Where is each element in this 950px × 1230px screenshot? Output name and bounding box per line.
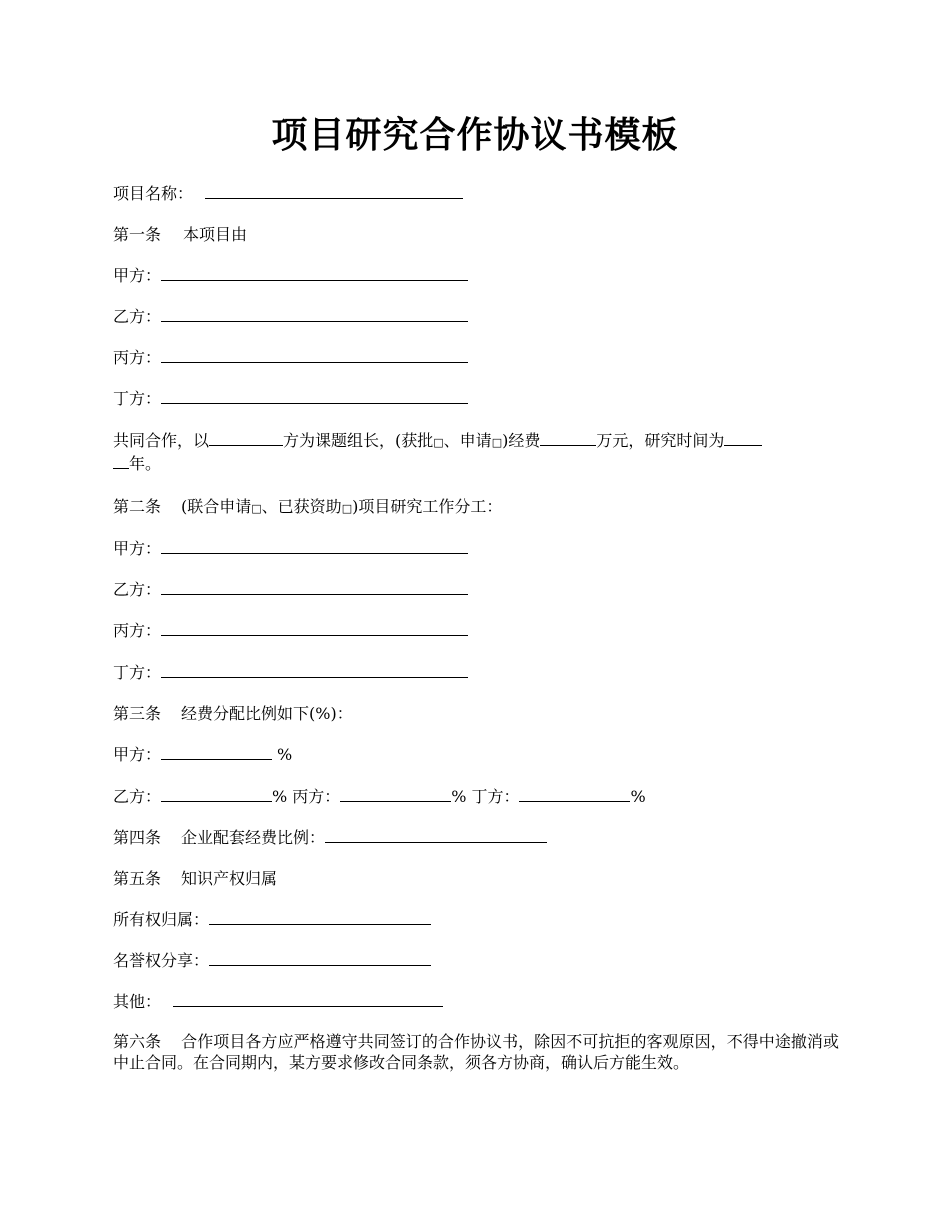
party-b-label: 乙方： [113,307,162,326]
ratio-party-d-blank[interactable] [519,786,630,802]
ownership-line [113,909,839,930]
joint-text-4: )经费 [502,431,541,450]
article-5 [113,868,839,889]
article-4-label: 第四条 [113,828,162,847]
article-6 [113,1031,839,1073]
joint-text-3: 、申请 [443,431,492,450]
other-label: 其他： [113,992,162,1011]
division-party-a-line [113,538,839,559]
article-5-label: 第五条 [113,869,162,888]
party-c-line [113,347,839,368]
ownership-label: 所有权归属： [113,910,210,929]
joint-text-2: 方为课题组长，(获批 [283,431,434,450]
ratio-party-b-percent: % [272,787,288,806]
duration-blank-part2[interactable] [113,453,129,469]
article-1 [113,224,839,245]
party-b-line [113,306,839,327]
article-1-text: 本项目由 [183,225,248,244]
honor-line [113,950,839,971]
party-d-blank[interactable] [161,388,468,404]
ratio-party-b-label: 乙方： [113,787,162,806]
article-3-text: 经费分配比例如下(%)： [181,704,353,723]
division-party-b-line [113,579,839,600]
ratio-party-a-line [113,744,839,765]
article-6-text: 合作项目各方应严格遵守共同签订的合作协议书，除因不可抗拒的客观原因，不得中途撤消或中止合同。在合同期内，某方要求修改合同条款，须各方协商，确认后方能生效。 [113,1032,839,1072]
joint-text-6: 年。 [129,454,162,473]
other-blank[interactable] [173,991,443,1007]
article-3-label: 第三条 [113,704,162,723]
joint-apply-checkbox[interactable]: □ [251,502,262,515]
division-party-b-label: 乙方： [113,580,162,599]
other-line [113,991,839,1012]
ratio-party-a-blank[interactable] [161,744,272,760]
division-party-c-line [113,620,839,641]
ratio-party-c-blank[interactable] [340,786,451,802]
division-party-c-label: 丙方： [113,621,162,640]
ratio-party-b-blank[interactable] [161,786,272,802]
ratio-party-c-percent: % [451,787,467,806]
division-party-c-blank[interactable] [161,620,468,636]
project-name-blank[interactable] [205,183,463,199]
approved-checkbox[interactable]: □ [433,436,444,449]
party-b-blank[interactable] [161,306,468,322]
division-party-b-blank[interactable] [161,579,468,595]
honor-label: 名誉权分享： [113,951,210,970]
ownership-blank[interactable] [209,909,431,925]
article-2-text-1: (联合申请 [181,497,252,516]
project-name-label: 项目名称： [113,184,194,203]
article-4 [113,827,839,848]
group-leader-blank[interactable] [209,430,283,446]
party-c-label: 丙方： [113,348,162,367]
division-party-d-label: 丁方： [113,663,162,682]
party-a-blank[interactable] [161,265,468,281]
applying-checkbox[interactable]: □ [491,436,503,449]
article-6-label: 第六条 [113,1032,162,1051]
joint-text-1: 共同合作，以 [113,431,210,450]
joint-text-5: 万元，研究时间为 [596,431,725,450]
article-3 [113,703,839,724]
article-1-label: 第一条 [113,225,162,244]
article-5-text: 知识产权归属 [181,869,278,888]
party-d-label: 丁方： [113,389,162,408]
party-d-line [113,388,839,409]
honor-blank[interactable] [209,950,431,966]
joint-cooperation-line [113,430,839,453]
division-party-a-label: 甲方： [113,539,162,558]
article-2 [113,496,839,519]
joint-cooperation-line-2 [113,453,839,474]
ratio-party-a-label: 甲方： [113,745,162,764]
document-title: 项目研究合作协议书模板 [271,115,679,156]
division-party-d-line [113,662,839,683]
ratio-party-d-percent: % [630,787,646,806]
article-4-text: 企业配套经费比例： [181,828,326,847]
ratio-party-d-label: 丁方： [471,787,520,806]
article-2-label: 第二条 [113,497,162,516]
funding-blank[interactable] [540,430,596,446]
project-name-line [113,183,839,204]
ratio-party-c-label: 丙方： [292,787,341,806]
article-2-text-2: 、已获资助 [261,497,342,516]
matching-funds-blank[interactable] [325,827,547,843]
ratio-party-a-percent: % [277,745,293,764]
division-party-d-blank[interactable] [161,662,468,678]
party-a-label: 甲方： [113,266,162,285]
duration-blank-part1[interactable] [724,430,762,446]
party-c-blank[interactable] [161,347,468,363]
funded-checkbox[interactable]: □ [341,502,353,515]
party-a-line [113,265,839,286]
article-2-text-3: )项目研究工作分工： [352,497,503,516]
ratio-parties-bcd-line [113,786,839,807]
division-party-a-blank[interactable] [161,538,468,554]
